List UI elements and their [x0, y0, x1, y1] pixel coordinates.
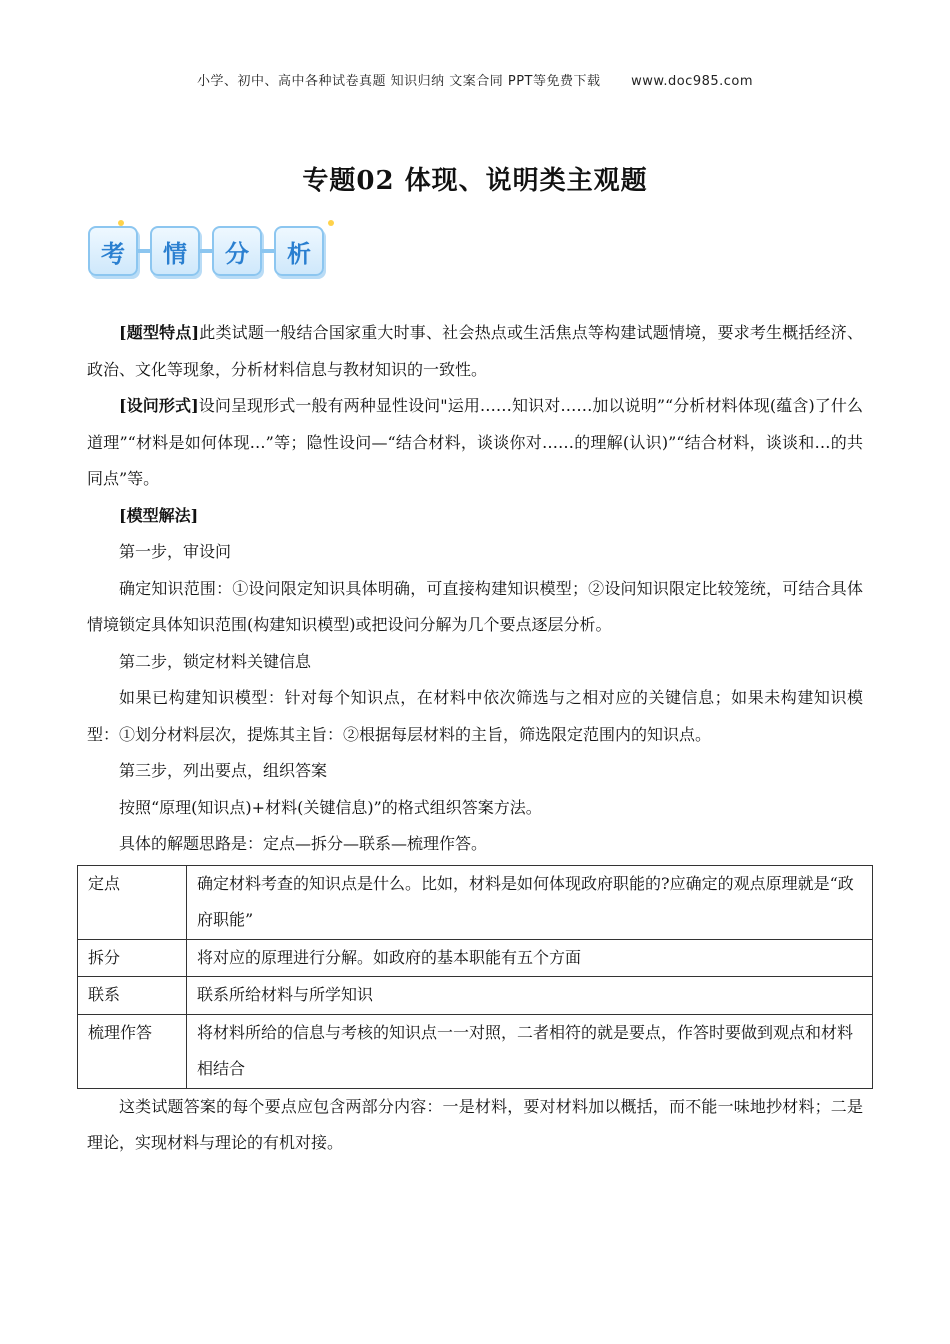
badge-char-2: 情 — [150, 226, 200, 276]
badge-connector — [138, 249, 150, 253]
header-text: 小学、初中、高中各种试卷真题 知识归纳 文案合同 PPT等免费下载 — [196, 74, 601, 89]
closing-text: 这类试题答案的每个要点应包含两部分内容：一是材料，要对材料加以概括，而不能一味地抄材料；二是理论，实现材料与理论的有机对接。 — [87, 1096, 863, 1152]
method-table — [77, 865, 873, 1089]
table-key: 拆分 — [78, 939, 187, 977]
table-key: 联系 — [78, 977, 187, 1015]
question-type-paragraph — [87, 315, 863, 388]
step1-heading: 第一步，审设问 — [119, 542, 232, 561]
badge-connector — [200, 249, 212, 253]
page-header — [0, 70, 950, 89]
page-title: 专题02 体现、说明类主观题 — [302, 166, 648, 196]
table-value: 将材料所给的信息与考核的知识点一一对照，二者相符的就是要点，作答时要做到观点和材料相结合 — [187, 1014, 873, 1088]
table-row — [78, 865, 873, 939]
table-value: 联系所给材料与所学知识 — [187, 977, 873, 1015]
step3-text: 按照“原理(知识点)+材料(关键信息)”的格式组织答案方法。 — [119, 797, 542, 817]
table-row — [78, 1014, 873, 1088]
table-key: 定点 — [78, 865, 187, 939]
badge-char-4: 析 — [274, 226, 324, 276]
header-url[interactable]: www.doc985.com — [631, 74, 754, 89]
question-form-text: 设问呈现形式一般有两种显性设问"运用……知识对……加以说明”“分析材料体现(蕴含)了什么道理”“材料是如何体现…”等；隐性设问—“结合材料，谈谈你对……的理解(认识)”“结合材料，谈谈和…的共同点”等。 — [87, 396, 863, 488]
step1-text: 确定知识范围：①设问限定知识具体明确，可直接构建知识模型；②设问知识限定比较笼统，可结合具体情境锁定具体知识范围(构建知识模型)或把设问分解为几个要点逐层分析。 — [87, 578, 863, 634]
table-row — [78, 939, 873, 977]
approach-text: 具体的解题思路是：定点—拆分—联系—梳理作答。 — [119, 834, 488, 853]
section-badge — [88, 226, 324, 276]
table-key: 梳理作答 — [78, 1014, 187, 1088]
step2-text: 如果已构建知识模型：针对每个知识点，在材料中依次筛选与之相对应的关键信息；如果未构建知识模型：①划分材料层次，提炼其主旨：②根据每层材料的主旨，筛选限定范围内的知识点。 — [87, 688, 863, 744]
step2-heading: 第二步，锁定材料关键信息 — [119, 651, 312, 671]
table-value: 将对应的原理进行分解。如政府的基本职能有五个方面 — [187, 939, 873, 977]
step3-heading: 第三步，列出要点，组织答案 — [119, 761, 328, 780]
badge-connector — [262, 249, 274, 253]
badge-char-1: 考 — [88, 226, 138, 276]
badge-char-3: 分 — [212, 226, 262, 276]
table-value: 确定材料考查的知识点是什么。比如，材料是如何体现政府职能的?应确定的观点原理就是“政府职能” — [187, 865, 873, 939]
label-question-type: [题型特点] — [119, 323, 200, 342]
table-row — [78, 977, 873, 1015]
question-type-text: 此类试题一般结合国家重大时事、社会热点或生活焦点等构建试题情境，要求考生概括经济、政治、文化等现象，分析材料信息与教材知识的一致性。 — [87, 323, 863, 379]
question-form-paragraph — [87, 388, 863, 498]
label-model-method: [模型解法] — [119, 505, 199, 525]
sparkle-icon — [328, 220, 334, 226]
sparkle-icon — [118, 220, 124, 226]
label-question-form: [设问形式] — [119, 396, 199, 415]
document-body — [87, 315, 863, 1162]
model-method-heading — [87, 498, 863, 535]
